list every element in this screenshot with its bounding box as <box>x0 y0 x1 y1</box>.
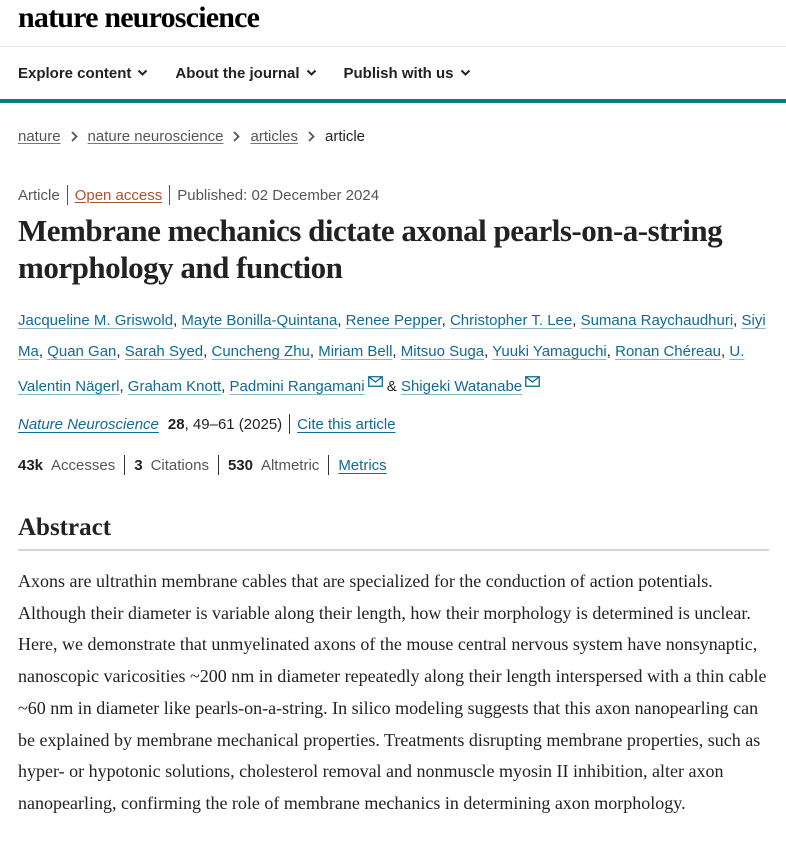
chevron-down-icon <box>137 69 148 77</box>
author-link[interactable]: Mitsuo Suga <box>400 343 485 360</box>
published-date: Published: 02 December 2024 <box>177 186 380 204</box>
abstract-text: Axons are ultrathin membrane cables that are specialized for the conduction of action potentials. Although their diameter is variable along their length, how their morphology is determined is unclear. Here, we demonstrate that unmyelinated axons of the mouse central nervous system have nonsynaptic, nanoscopic varicosities ~200 nm in diameter repeatedly along their length interspersed with a thin cable ~60 nm in diameter like pearls-on-a-string. In silico modeling suggests that this axon nanopearling can be explained by membrane mechanical properties. Treatments disrupting membrane properties, such as hyper- or hypotonic solutions, cholesterol removal and nonmuscle myosin II inhibition, alter axon nanopearling, confirming the role of membrane mechanics in determining axon morphology. <box>18 571 767 813</box>
author-link[interactable]: Jacqueline M. Griswold <box>18 312 174 329</box>
divider <box>328 455 329 475</box>
author-link[interactable]: Shigeki Watanabe <box>400 378 523 395</box>
author-link[interactable]: Quan Gan <box>47 343 117 360</box>
article-type: Article <box>18 186 60 204</box>
article-title: Membrane mechanics dictate axonal pearls-on-a-string morphology and function <box>18 213 723 285</box>
nav-explore-content[interactable] <box>18 65 148 82</box>
journal-volume: 28 <box>167 415 185 433</box>
chevron-right-icon <box>233 131 240 142</box>
journal-link[interactable]: Nature Neuroscience <box>18 415 159 433</box>
nav-about-journal[interactable] <box>175 65 316 82</box>
nav-item-label: Explore content <box>18 64 132 82</box>
chevron-down-icon <box>306 69 317 77</box>
mail-icon[interactable] <box>525 367 540 398</box>
chevron-down-icon <box>460 69 471 77</box>
author-link[interactable]: Mayte Bonilla-Quintana <box>181 312 338 329</box>
author-link[interactable]: Cuncheng Zhu <box>211 343 310 360</box>
author-link[interactable]: Siyi Ma <box>18 312 766 360</box>
breadcrumb-articles[interactable]: articles <box>250 128 298 145</box>
main-nav <box>0 47 786 103</box>
chevron-right-icon <box>308 131 315 142</box>
author-link[interactable]: Renee Pepper <box>345 312 442 329</box>
nav-item-label: Publish with us <box>343 64 454 82</box>
author-link[interactable]: Christopher T. Lee <box>449 312 573 329</box>
author-link[interactable]: Padmini Rangamani <box>229 378 365 395</box>
author-link[interactable]: Miriam Bell <box>318 343 393 360</box>
divider <box>67 185 68 205</box>
breadcrumb <box>18 128 365 145</box>
altmetric-score: 530 <box>227 456 253 474</box>
abstract-heading: Abstract <box>18 514 769 551</box>
cite-this-article-link[interactable]: Cite this article <box>297 415 396 433</box>
author-link[interactable]: Yuuki Yamaguchi <box>492 343 607 360</box>
accesses-label: Accesses <box>51 456 116 474</box>
mail-icon[interactable] <box>368 367 383 398</box>
author-link[interactable]: Sarah Syed <box>124 343 204 360</box>
author-link[interactable]: Ronan Chéreau <box>615 343 722 360</box>
divider <box>289 414 290 434</box>
site-header <box>0 0 786 47</box>
altmetric-label: Altmetric <box>260 456 320 474</box>
breadcrumb-nature[interactable]: nature <box>18 128 61 145</box>
author-link[interactable]: Graham Knott <box>127 378 222 395</box>
journal-pages: , 49–61 (2025) <box>184 415 283 433</box>
nav-publish-with-us[interactable] <box>344 65 471 82</box>
breadcrumb-nature-neuroscience[interactable]: nature neuroscience <box>87 128 224 145</box>
nav-item-label: About the journal <box>175 64 300 82</box>
citations-label: Citations <box>150 456 209 474</box>
divider <box>124 455 125 475</box>
author-link[interactable]: U. Valentin Nägerl <box>18 343 745 395</box>
article-meta <box>18 185 379 205</box>
author-link[interactable]: Sumana Raychaudhuri <box>580 312 734 329</box>
citations-count: 3 <box>134 456 143 474</box>
metrics-row <box>18 455 387 475</box>
metrics-link[interactable]: Metrics <box>338 456 387 474</box>
author-list: Jacqueline M. Griswold, Mayte Bonilla-Quintana, Renee Pepper, Christopher T. Lee, Sumana Raychaudhuri, Siyi Ma, Quan Gan, Sarah Syed, Cuncheng Zhu, Miriam Bell, Mitsuo Suga, Yuuki Yamaguchi, Ronan Chéreau, U. Valentin Nägerl, Graham Knott, Padmini Rangamani & Shigeki Watanabe <box>18 305 778 402</box>
citation-row <box>18 414 396 434</box>
site-logo[interactable]: nature neuroscience <box>18 1 260 34</box>
accesses-count: 43k <box>18 456 44 474</box>
breadcrumb-current: article <box>325 128 366 145</box>
divider <box>169 185 170 205</box>
chevron-right-icon <box>71 131 78 142</box>
divider <box>218 455 219 475</box>
open-access-link[interactable]: Open access <box>74 186 163 204</box>
